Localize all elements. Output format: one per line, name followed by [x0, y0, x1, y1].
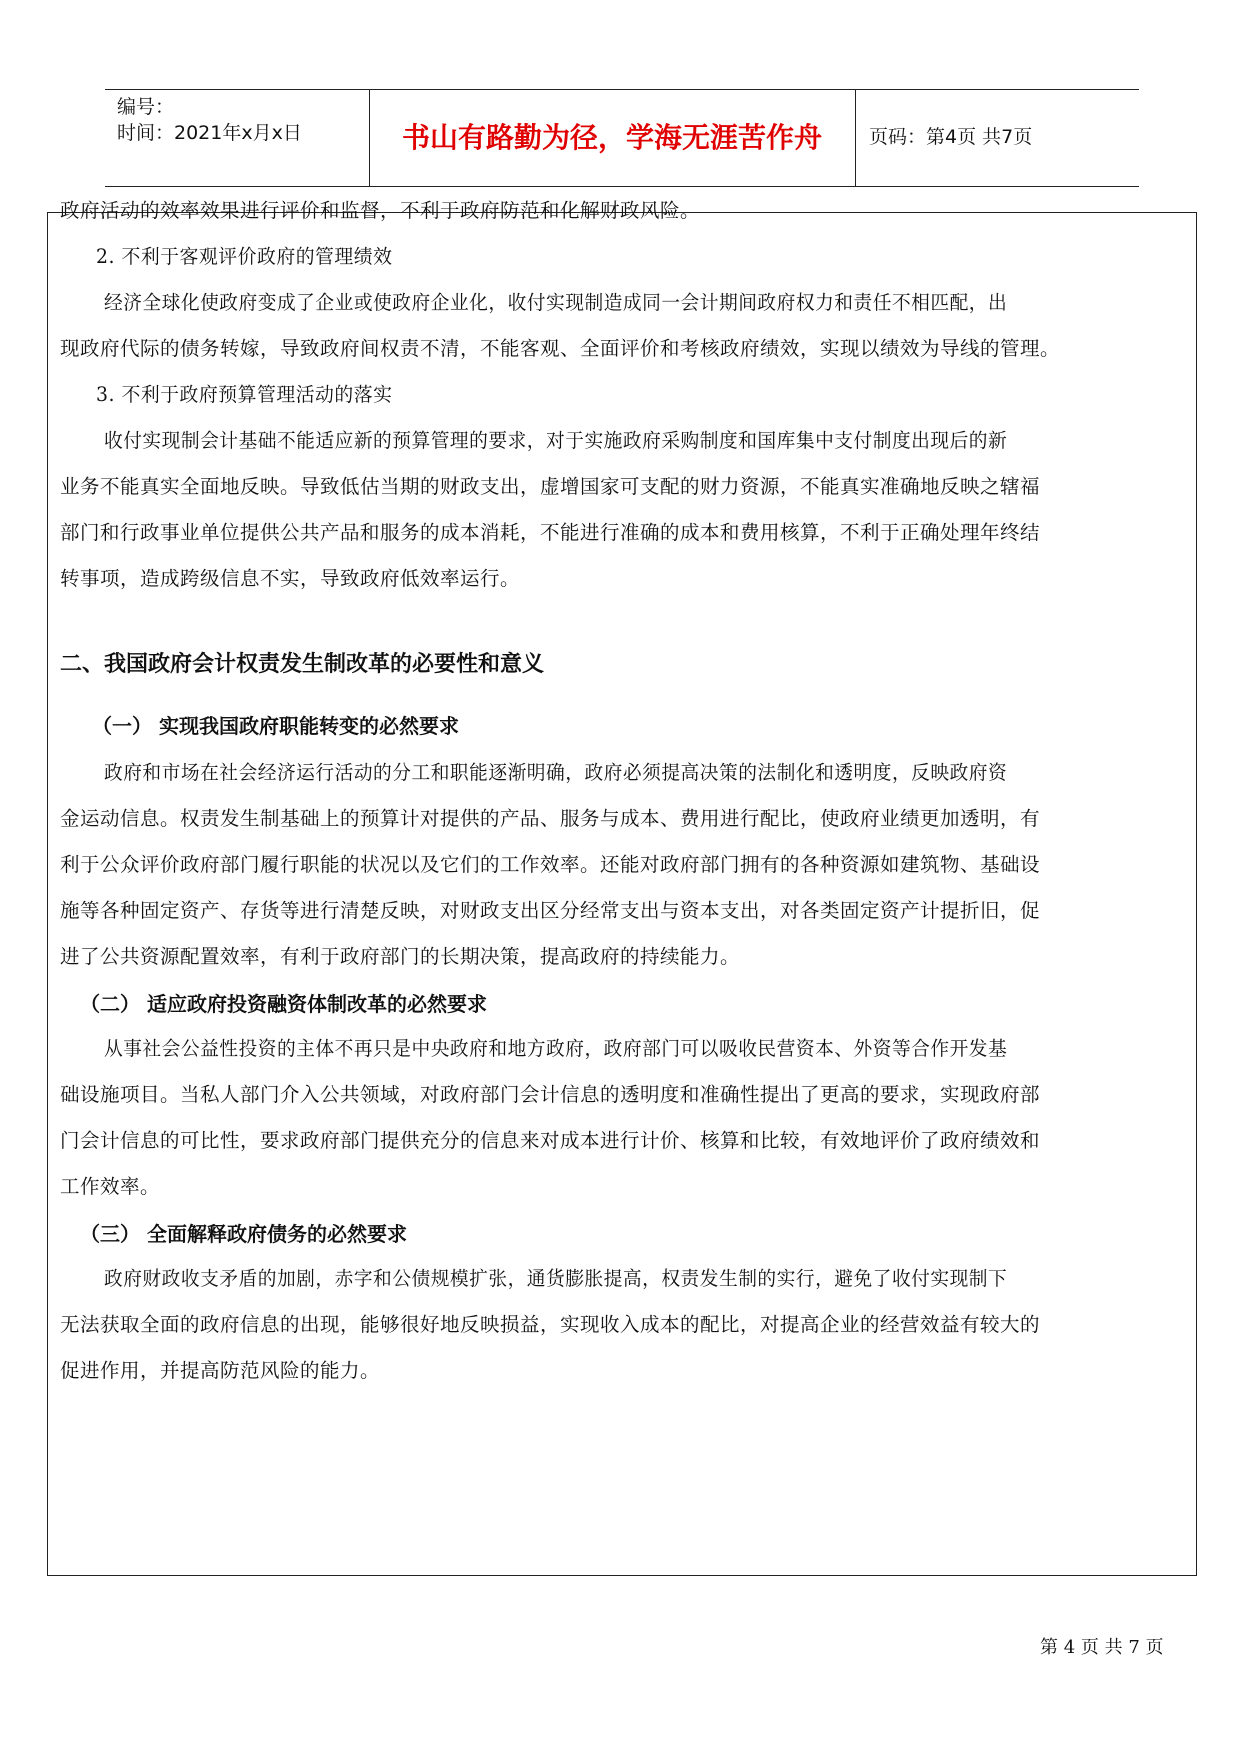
header-info-cell — [105, 90, 370, 186]
body-line: 施等各种固定资产、存货等进行清楚反映，对财政支出区分经常支出与资本支出，对各类固定资产计提折旧，促 — [60, 899, 1041, 922]
body-line: 收付实现制会计基础不能适应新的预算管理的要求，对于实施政府采购制度和国库集中支付制度出现后的新 — [104, 429, 1008, 452]
body-line: 利于公众评价政府部门履行职能的状况以及它们的工作效率。还能对政府部门拥有的各种资源如建筑物、基础设 — [60, 853, 1041, 876]
body-line: 政府活动的效率效果进行评价和监督，不利于政府防范和化解财政风险。 — [60, 199, 701, 222]
subsection-title-2: （二） 适应政府投资融资体制改革的必然要求 — [80, 992, 487, 1016]
subsection-title-3: （三） 全面解释政府债务的必然要求 — [80, 1222, 407, 1246]
document-number-label: 编号： — [117, 96, 175, 118]
body-line: 经济全球化使政府变成了企业或使政府企业化，收付实现制造成同一会计期间政府权力和责任不相匹配，出 — [104, 291, 1008, 314]
body-line: 门会计信息的可比性，要求政府部门提供充分的信息来对成本进行计价、核算和比较，有效地评价了政府绩效和 — [60, 1129, 1041, 1152]
body-line: 现政府代际的债务转嫁，导致政府间权责不清，不能客观、全面评价和考核政府绩效，实现以绩效为导线的管理。 — [60, 337, 1061, 360]
body-line: 进了公共资源配置效率，有利于政府部门的长期决策，提高政府的持续能力。 — [60, 945, 741, 968]
section-title: 二、我国政府会计权责发生制改革的必要性和意义 — [60, 652, 545, 677]
subsection-title-1: （一） 实现我国政府职能转变的必然要求 — [92, 714, 459, 738]
body-line: 转事项，造成跨级信息不实，导致政府低效率运行。 — [60, 567, 521, 590]
body-line: 部门和行政事业单位提供公共产品和服务的成本消耗，不能进行准确的成本和费用核算，不利于正确处理年终结 — [60, 521, 1041, 544]
body-line: 促进作用，并提高防范风险的能力。 — [60, 1359, 381, 1382]
list-heading-2: 2. 不利于客观评价政府的管理绩效 — [96, 245, 393, 268]
header-slogan: 书山有路勤为径，学海无涯苦作舟 — [401, 121, 822, 154]
header-page-number: 页码：第4页 共7页 — [869, 126, 1033, 148]
list-heading-3: 3. 不利于政府预算管理活动的落实 — [96, 383, 393, 406]
page-header — [105, 89, 1139, 187]
footer-page-number: 第 4 页 共 7 页 — [1040, 1637, 1164, 1658]
body-line: 从事社会公益性投资的主体不再只是中央政府和地方政府，政府部门可以吸收民营资本、外资等合作开发基 — [104, 1037, 1008, 1060]
body-line: 础设施项目。当私人部门介入公共领域，对政府部门会计信息的透明度和准确性提出了更高的要求，实现政府部 — [60, 1083, 1041, 1106]
body-line: 金运动信息。权责发生制基础上的预算计对提供的产品、服务与成本、费用进行配比，使政府业绩更加透明，有 — [60, 807, 1041, 830]
header-slogan-cell — [369, 90, 856, 186]
body-line: 工作效率。 — [60, 1175, 161, 1198]
body-line: 无法获取全面的政府信息的出现，能够很好地反映损益，实现收入成本的配比，对提高企业的经营效益有较大的 — [60, 1313, 1041, 1336]
body-line: 政府和市场在社会经济运行活动的分工和职能逐渐明确，政府必须提高决策的法制化和透明度，反映政府资 — [104, 761, 1008, 784]
body-line: 业务不能真实全面地反映。导致低估当期的财政支出，虚增国家可支配的财力资源，不能真实准确地反映之辖福 — [60, 475, 1041, 498]
header-page-cell — [855, 90, 1139, 186]
body-line: 政府财政收支矛盾的加剧，赤字和公债规模扩张，通货膨胀提高，权责发生制的实行，避免了收付实现制下 — [104, 1267, 1008, 1290]
document-time-label: 时间：2021年x月x日 — [117, 122, 302, 144]
